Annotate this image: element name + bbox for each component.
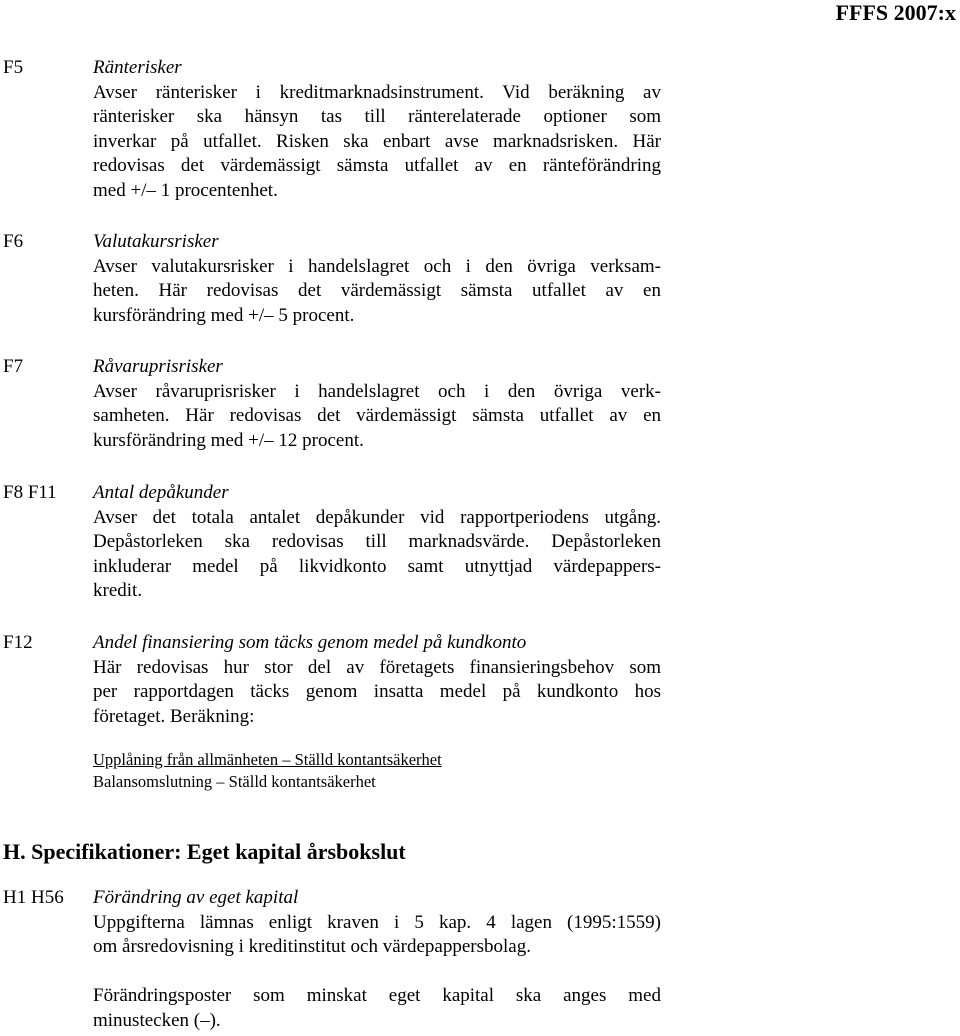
formula-denominator: Balansomslutning – Ställd kontantsäkerhet	[93, 771, 376, 791]
calculation-formula	[93, 749, 442, 792]
entry-text-line: med +/– 1 procentenhet.	[93, 179, 278, 201]
entry-title: Andel finansiering som täcks genom medel på kundkonto	[93, 632, 527, 653]
entry-title: Antal depåkunder	[93, 482, 229, 503]
entry-content	[93, 481, 661, 604]
entry-title: Valutakursrisker	[93, 231, 219, 252]
entry-text-line: kursförändring med +/– 5 procent.	[93, 304, 355, 326]
entry-code: F7	[3, 356, 24, 377]
entry-text-line: kursförändring med +/– 12 procent.	[93, 429, 364, 451]
entry-title: Råvaruprisrisker	[93, 356, 223, 377]
entry-text-line: inkluderar medel på likvidkonto samt utnyttjad värdepappers-	[93, 555, 661, 577]
entry-content	[93, 355, 661, 453]
entry-text-line: Avser det totala antalet depåkunder vid rapportperiodens utgång.	[93, 506, 661, 528]
entry-content	[93, 230, 661, 328]
entry-text-line: per rapportdagen täcks genom insatta medel på kundkonto hos	[93, 681, 661, 702]
entry-text-line: Uppgifterna lämnas enligt kraven i 5 kap. 4 lagen (1995:1559)	[93, 911, 661, 933]
paragraph-spacer	[93, 960, 661, 985]
entry-text-line: Här redovisas hur stor del av företagets finansieringsbehov som	[93, 656, 661, 678]
entry-code: F12	[3, 632, 33, 653]
entry-text-line: samheten. Här redovisas det värdemässigt sämsta utfallet av en	[93, 405, 661, 426]
section-heading: H. Specifikationer: Eget kapital årsbokslut	[3, 839, 406, 864]
entry-text-line: redovisas det värdemässigt sämsta utfallet av en ränteförändring	[93, 155, 661, 176]
entry-content	[93, 886, 661, 1033]
entry-code: F5	[3, 57, 24, 78]
document-reference-header: FFFS 2007:x	[835, 0, 956, 25]
entry-title: Förändring av eget kapital	[93, 887, 299, 908]
entry-text-line: minustecken (–).	[93, 1009, 221, 1031]
entry-text-line: kredit.	[93, 580, 143, 601]
entry-content	[93, 56, 661, 203]
entry-code: F6	[3, 231, 24, 252]
entry-text-line: Avser råvaruprisrisker i handelslagret och i den övriga verk-	[93, 380, 661, 402]
entry-content	[93, 631, 661, 729]
entry-text-line: heten. Här redovisas det värdemässigt sämsta utfallet av en	[93, 280, 661, 301]
formula-numerator: Upplåning från allmänheten – Ställd kontantsäkerhet	[93, 750, 442, 769]
entry-text-line: om årsredovisning i kreditinstitut och värdepappersbolag.	[93, 936, 531, 957]
entry-text-line: Depåstorleken ska redovisas till marknadsvärde. Depåstorleken	[93, 531, 661, 552]
entry-code: F8 F11	[3, 482, 57, 503]
entry-text-line: företaget. Beräkning:	[93, 705, 255, 727]
entry-text-line: Avser valutakursrisker i handelslagret och i den övriga verksam-	[93, 255, 661, 277]
entry-text-line: Avser ränterisker i kreditmarknadsinstrument. Vid beräkning av	[93, 81, 661, 103]
entry-text-line: inverkar på utfallet. Risken ska enbart avse marknadsrisken. Här	[93, 130, 661, 152]
entry-text-line: ränterisker ska hänsyn tas till ränterelaterade optioner som	[93, 106, 661, 127]
entry-text-line: Förändringsposter som minskat eget kapital ska anges med	[93, 985, 661, 1006]
entry-title: Ränterisker	[93, 57, 182, 78]
entry-code: H1 H56	[3, 887, 64, 908]
